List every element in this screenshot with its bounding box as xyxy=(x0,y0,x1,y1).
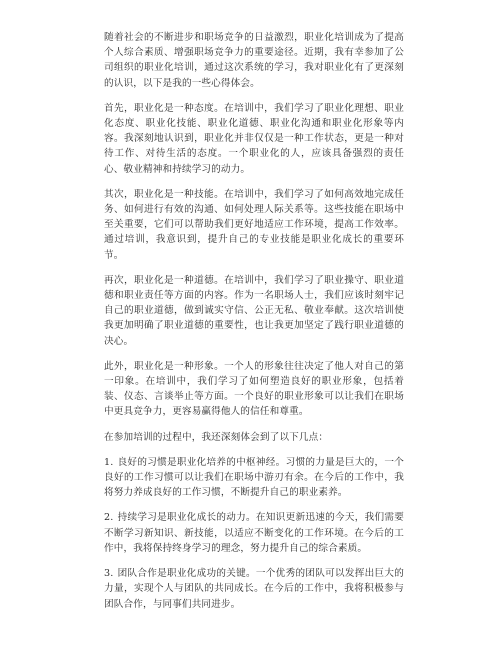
list-intro-paragraph: 在参加培训的过程中，我还深刻体会到了以下几点： xyxy=(104,431,329,443)
list-item-number: 2. xyxy=(104,512,114,524)
list-item-habits xyxy=(104,455,404,501)
list-item-text: 持续学习是职业化成长的动力。在知识更新迅速的今天，我们需要不断学习新知识、新技能，以适应不断变化的工作环境。在今后的工作中，我将保持终身学习的理念，努力提升自己的综合素质。 xyxy=(104,512,404,554)
attitude-paragraph: 首先，职业化是一种态度。在培训中，我们学习了职业化理想、职业化态度、职业化技能、职业化道德、职业化沟通和职业化形象等内容。我深刻地认识到，职业化并非仅仅是一种工作状态，更是一种对待工作、对待生活的态度。一个职业化的人，应该具备强烈的责任心、敬业精神和持续学习的动力。 xyxy=(104,102,404,175)
list-item-text: 团队合作是职业化成功的关键。一个优秀的团队可以发挥出巨大的力量，实现个人与团队的共同成长。在今后的工作中，我将积极参与团队合作，与同事们共同进步。 xyxy=(104,568,404,610)
document-body xyxy=(104,30,404,622)
list-item-number: 1. xyxy=(104,456,114,468)
list-item-learning xyxy=(104,510,404,556)
list-item-text: 良好的习惯是职业化培养的中枢神经。习惯的力量是巨大的，一个良好的工作习惯可以让我们在职场中游刃有余。在今后的工作中，我将努力养成良好的工作习惯，不断提升自己的职业素养。 xyxy=(104,456,404,499)
skill-paragraph: 其次，职业化是一种技能。在培训中，我们学习了如何高效地完成任务、如何进行有效的沟通、如何处理人际关系等。这些技能在职场中至关重要，它们可以帮助我们更好地适应工作环境，提高工作效率。通过培训，我意识到，提升自己的专业技能是职业化成长的重要环节。 xyxy=(104,188,404,261)
list-item-teamwork xyxy=(104,566,404,612)
list-item-number: 3. xyxy=(104,568,114,580)
ethics-paragraph: 再次，职业化是一种道德。在培训中，我们学习了职业操守、职业道德和职业责任等方面的内容。作为一名职场人士，我们应该时刻牢记自己的职业道德，做到诚实守信、公正无私、敬业奉献。这次培训使我更加明确了职业道德的重要性，也让我更加坚定了践行职业道德的决心。 xyxy=(104,274,404,347)
image-paragraph: 此外，职业化是一种形象。一个人的形象往往决定了他人对自己的第一印象。在培训中，我们学习了如何塑造良好的职业形象，包括着装、仪态、言谈举止等方面。一个良好的职业形象可以让我们在职场中更具竞争力，更容易赢得他人的信任和尊重。 xyxy=(104,360,404,418)
intro-paragraph: 随着社会的不断进步和职场竞争的日益激烈，职业化培训成为了提高个人综合素质、增强职场竞争力的重要途径。近期，我有幸参加了公司组织的职业化培训，通过这次系统的学习，我对职业化有了更深刻的认识，以下是我的一些心得体会。 xyxy=(104,32,404,89)
